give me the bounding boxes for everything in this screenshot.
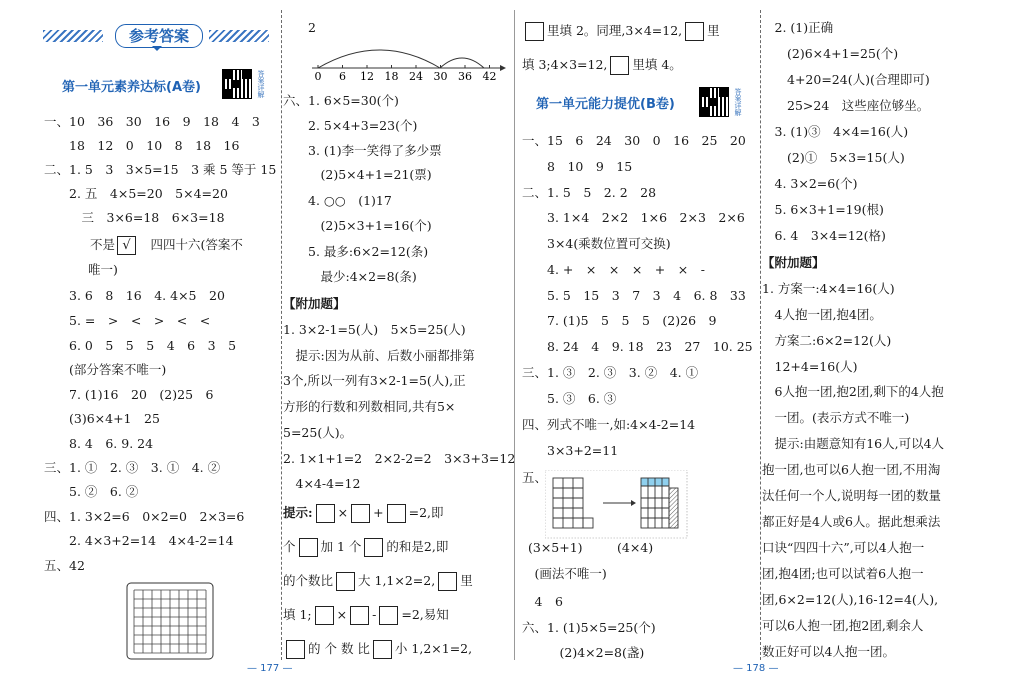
numberline-tick-label: 42 — [482, 70, 497, 82]
hatched-cells — [669, 488, 678, 528]
blank-box — [685, 22, 704, 41]
answer-line: 2. 1×1+1=2 2×2-2=2 3×3+3=12 — [283, 451, 516, 466]
blank-box — [350, 606, 369, 625]
answer-line: 2. 5×4+3=23(个) — [283, 118, 418, 133]
op-plus: + — [373, 505, 384, 520]
answer-line: (2)5×4+1=21(票) — [283, 167, 432, 182]
page-number-left: — 177 — — [247, 663, 293, 674]
answer-line: 可以6人抱一团,抱2团,剩余人 — [762, 618, 924, 633]
answer-line: 5. 5 15 3 7 3 4 6. 8 33 — [522, 288, 746, 303]
answer-line: 7. (1)16 20 (2)25 6 — [44, 387, 214, 402]
section-heading-b: 第一单元能力提优(B卷) — [536, 97, 675, 112]
qr-label: 答案详解 — [734, 88, 742, 116]
answer-line: 一、10 36 30 16 9 18 4 3 — [44, 114, 260, 129]
answer-line: 方形的行数和列数相同,共有5× — [283, 399, 456, 414]
check-line — [90, 236, 243, 255]
answer-line: (2)① 5×3=15(人) — [762, 150, 905, 165]
blank-box — [315, 606, 334, 625]
hint-text: 的 个 数 比 — [308, 641, 370, 656]
check-line-pre: 不是 — [90, 237, 116, 252]
answer-line: (2)5×3+1=16(个) — [283, 218, 432, 233]
hint-text: 里填 4。 — [632, 57, 682, 72]
figure-caption-1: (3×5+1) — [528, 540, 583, 555]
hint-line-1 — [283, 504, 444, 523]
column-d — [762, 0, 992, 686]
op-minus: - — [372, 607, 377, 622]
hint-cont-line-2 — [522, 56, 682, 75]
section-heading-a: 第一单元素养达标(A卷) — [62, 80, 201, 95]
blank-box — [610, 56, 629, 75]
answer-line: 5. = > < > < < — [44, 313, 211, 328]
hint-text: =2,易知 — [401, 607, 449, 622]
bonus-heading: 【附加题】 — [762, 255, 825, 270]
hint-text: 里 — [460, 573, 473, 588]
hint-line-3 — [283, 572, 473, 591]
answer-line: 2. 五 4×5=20 5×4=20 — [44, 186, 228, 201]
numberline-tick-label: 18 — [384, 70, 399, 82]
answer-line: 提示:由题意知有16人,可以4人 — [762, 436, 945, 451]
answer-line: 3×4(乘数位置可交换) — [522, 236, 671, 251]
answer-line: 4人抱一团,抱4团。 — [762, 307, 882, 322]
blank-box — [316, 504, 335, 523]
check-line-post: 四四十六(答案不 — [150, 237, 243, 252]
hint-text: =2,即 — [408, 505, 444, 520]
hint-text: 里填 2。同理,3×4=12, — [547, 23, 683, 38]
numberline-tick-label: 6 — [339, 70, 346, 82]
answer-line: (画法不唯一) — [522, 566, 607, 581]
op-times: × — [337, 505, 349, 520]
answer-line: 5. 6×3+1=19(根) — [762, 202, 884, 217]
numberline-tick-label: 30 — [433, 70, 448, 82]
answer-line: 5. 最多:6×2=12(条) — [283, 244, 429, 259]
answer-line: 三、1. ③ 2. ③ 3. ② 4. ① — [522, 365, 699, 380]
grid-drawing — [122, 580, 218, 662]
blank-box — [438, 572, 457, 591]
answer-line: 4. 3×2=6(个) — [762, 176, 858, 191]
hint-text: 里 — [707, 23, 720, 38]
answer-line: 四、列式不唯一,如:4×4-2=14 — [522, 417, 696, 432]
answer-line: (3)6×4+1 25 — [44, 411, 160, 426]
blank-box — [387, 504, 406, 523]
answer-line: 四、1. 3×2=6 0×2=0 2×3=6 — [44, 509, 245, 524]
blank-box — [525, 22, 544, 41]
answer-line: 3×3+2=11 — [522, 443, 619, 458]
blank-box — [336, 572, 355, 591]
blank-box — [379, 606, 398, 625]
grid-lines — [134, 590, 206, 653]
answer-line: 12+4=16(人) — [762, 359, 858, 374]
qr-label: 答案详解 — [257, 70, 265, 98]
column-b — [283, 0, 516, 686]
answer-line: 6. 0 5 5 5 4 6 3 5 — [44, 338, 237, 353]
blank-box — [364, 538, 383, 557]
numberline-tick-label: 0 — [314, 70, 322, 82]
shape-left — [553, 478, 593, 528]
hint-text: 加 1 个 — [320, 539, 362, 554]
arrow-icon — [631, 500, 636, 506]
blank-box — [299, 538, 318, 557]
answer-line: 三、1. ① 2. ③ 3. ① 4. ② — [44, 460, 221, 475]
numberline-label: 2 — [308, 20, 316, 35]
answer-line: 汰任何一个人,说明每一团的数量 — [762, 488, 941, 503]
answer-line: (2)6×4+1=25(个) — [762, 46, 899, 61]
answer-line: 二、1. 5 5 2. 2 28 — [522, 185, 657, 200]
hint-line-5 — [283, 640, 472, 659]
bonus-heading: 【附加题】 — [283, 296, 346, 311]
answer-line: 3. (1)③ 4×4=16(人) — [762, 124, 909, 139]
answer-line: 抱一团,也可以6人抱一团,不用淘 — [762, 462, 941, 477]
column-divider — [281, 10, 282, 660]
answer-line: 5. ③ 6. ③ — [522, 391, 617, 406]
answer-line: 6人抱一团,抱2团,剩下的4人抱 — [762, 384, 944, 399]
hint-text: 个 — [283, 539, 296, 554]
dot-grid-drawing — [545, 470, 690, 540]
answer-line: 2. (1)正确 — [762, 20, 834, 35]
numberline-tick-label: 36 — [458, 70, 472, 82]
page-number-right: — 178 — — [733, 663, 779, 674]
answer-line: 4 6 — [522, 594, 563, 609]
answer-line: 1. 3×2-1=5(人) 5×5=25(人) — [283, 322, 466, 337]
answer-line: 五、42 — [44, 558, 85, 573]
page-spine — [514, 10, 515, 660]
answer-line: 3个,所以一列有3×2-1=5(人),正 — [283, 373, 466, 388]
answer-line: (2)4×2=8(盏) — [522, 645, 645, 660]
answer-line: 5. ② 6. ② — [44, 484, 139, 499]
answer-line: 4. + × × × + × - — [522, 262, 705, 277]
hint-label: 提示: — [283, 505, 313, 520]
answer-line: 一团。(表示方式不唯一) — [762, 410, 910, 425]
hint-text: 填 1; — [283, 607, 312, 622]
banner-title: 参考答案 — [115, 24, 203, 48]
answer-line: 数正好可以4人抱一团。 — [762, 644, 895, 659]
answer-line: 18 12 0 10 8 18 16 — [44, 138, 240, 153]
answer-line: 3. (1)李一笑得了多少票 — [283, 143, 442, 158]
answer-line: 3. 1×4 2×2 1×6 2×3 2×6 — [522, 210, 745, 225]
qr-code-icon — [700, 88, 728, 116]
answer-line: 方案二:6×2=12(人) — [762, 333, 892, 348]
answer-line: 7. (1)5 5 5 5 (2)26 9 — [522, 313, 717, 328]
answer-line: 4. ○○ (1)17 — [283, 193, 392, 208]
answer-line: 三 3×6=18 6×3=18 — [44, 210, 225, 225]
answer-line: 4+20=24(人)(合理即可) — [762, 72, 930, 87]
op-times: × — [336, 607, 348, 622]
answer-line: 口诀“四四十六”,可以4人抱一 — [762, 540, 925, 555]
answer-line: 唯一) — [88, 262, 118, 277]
figure-caption-2: (4×4) — [617, 540, 654, 555]
answer-line: 六、1. 6×5=30(个) — [283, 93, 399, 108]
blank-box — [373, 640, 392, 659]
hint-text: 的和是2,即 — [386, 539, 449, 554]
answer-line: 3. 6 8 16 4. 4×5 20 — [44, 288, 225, 303]
answer-line: 1. 方案一:4×4=16(人) — [762, 281, 895, 296]
column-divider — [760, 10, 761, 660]
numberline-tick-label: 24 — [409, 70, 423, 82]
answer-line: 6. 4 3×4=12(格) — [762, 228, 886, 243]
answer-line: 8 10 9 15 — [522, 159, 633, 174]
hint-text: 的个数比 — [283, 573, 334, 588]
answer-line: 8. 4 6. 9. 24 — [44, 436, 154, 451]
answer-line: 一、15 6 24 30 0 16 25 20 — [522, 133, 746, 148]
five-label: 五、 — [522, 470, 548, 485]
answer-line: 最少:4×2=8(条) — [283, 269, 417, 284]
numberline-tick-label: 12 — [360, 70, 374, 82]
check-mark-icon: √ — [117, 236, 136, 255]
blank-box — [351, 504, 370, 523]
answer-line: 团,抱4团;也可以试着6人抱一 — [762, 566, 924, 581]
answer-line: 25>24 这些座位够坐。 — [762, 98, 930, 113]
hint-text: 大 1,1×2=2, — [358, 573, 436, 588]
answer-line: 8. 24 4 9. 18 23 27 10. 25 — [522, 339, 753, 354]
answer-line: 5=25(人)。 — [283, 425, 353, 440]
hint-line-2 — [283, 538, 448, 557]
hint-text: 填 3;4×3=12, — [522, 57, 608, 72]
answer-line: 2. 4×3+2=14 4×4-2=14 — [44, 533, 234, 548]
hint-line-4 — [283, 606, 449, 625]
answer-line: 提示:因为从前、后数小丽都排第 — [283, 348, 475, 363]
hint-cont-line-1 — [522, 22, 720, 41]
answer-line: 六、1. (1)5×5=25(个) — [522, 620, 656, 635]
answer-line: 团,6×2=12(人),16-12=4(人), — [762, 592, 939, 607]
answer-line: (部分答案不唯一) — [44, 362, 167, 377]
answer-line: 都正好是4人或6人。据此想乘法 — [762, 514, 941, 529]
blank-box — [286, 640, 305, 659]
hint-text: 小 1,2×1=2, — [394, 641, 473, 656]
answer-line: 4×4-4=12 — [283, 476, 361, 491]
answer-line: 二、1. 5 3 3×5=15 3 乘 5 等于 15 — [44, 162, 277, 177]
